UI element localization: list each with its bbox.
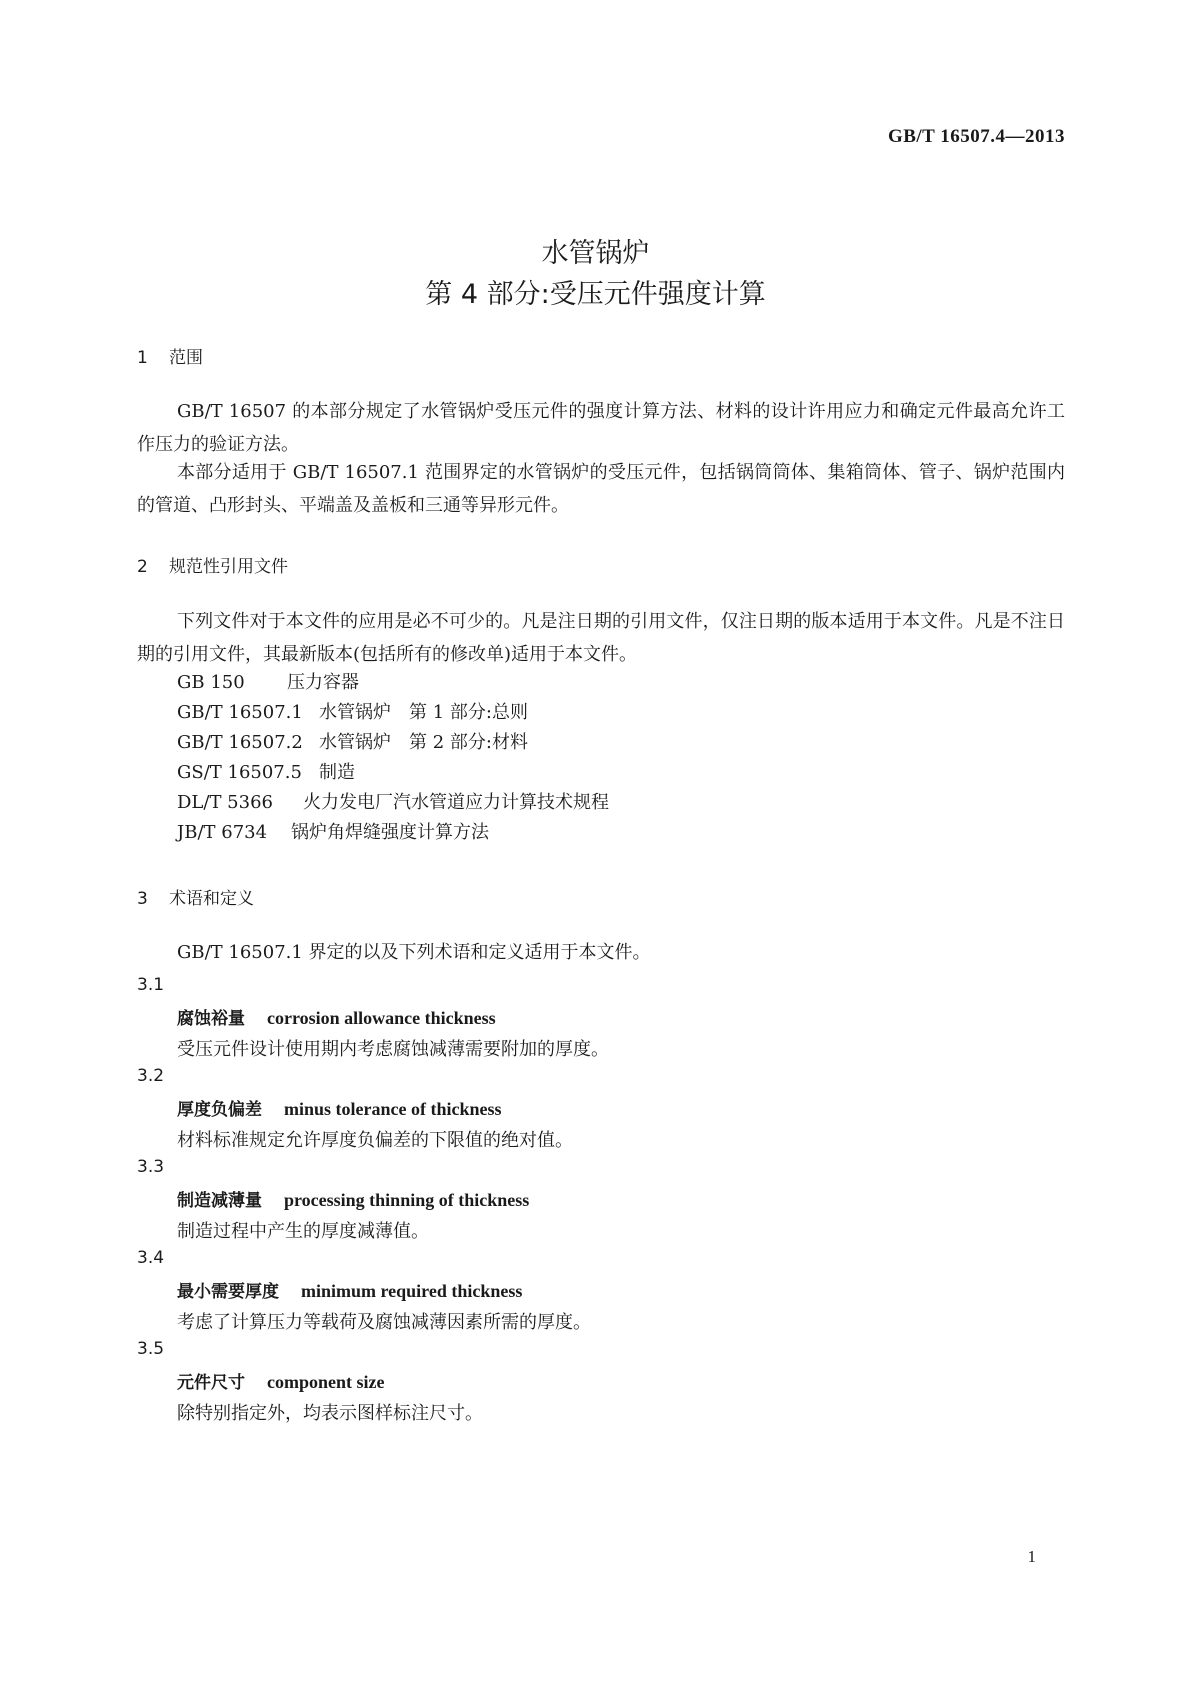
term-name-cn: 最小需要厚度 [177,1282,279,1302]
reference-code: GB/T 16507.2 [177,732,303,753]
term-name [177,1368,384,1393]
term-name [177,1277,522,1302]
term-name-cn: 元件尺寸 [177,1373,245,1393]
term-name-cn: 厚度负偏差 [177,1100,262,1120]
term-definition: 考虑了计算压力等载荷及腐蚀减薄因素所需的厚度。 [177,1312,591,1333]
document-title: 水管锅炉 [541,238,650,269]
paragraph: 本部分适用于 GB/T 16507.1 范围界定的水管锅炉的受压元件，包括锅筒筒体、集箱筒体、管子、锅炉范围内的管道、凸形封头、平端盖及盖板和三通等异形元件。 [137,462,1065,516]
term-name [177,1186,529,1211]
reference-item [177,788,609,818]
section-heading-1 [137,343,203,368]
reference-title: 水管锅炉 第 1 部分:总则 [319,702,528,723]
term-name [177,1095,502,1120]
term-definition: 受压元件设计使用期内考虑腐蚀减薄需要附加的厚度。 [177,1039,609,1060]
section-heading-3 [137,884,254,909]
section-number: 1 [137,348,148,368]
term-name-en: component size [267,1372,385,1392]
paragraph: 下列文件对于本文件的应用是必不可少的。凡是注日期的引用文件，仅注日期的版本适用于本文件。凡是不注日期的引用文件，其最新版本(包括所有的修改单)适用于本文件。 [137,611,1065,665]
section-number: 2 [137,557,148,577]
term-name-en: corrosion allowance thickness [267,1008,496,1028]
reference-code: GS/T 16507.5 [177,762,302,783]
document-subtitle: 第 4 部分:受压元件强度计算 [425,279,766,310]
reference-title: 水管锅炉 第 2 部分:材料 [319,732,528,753]
page-number: 1 [1027,1547,1036,1566]
reference-code: GB 150 [177,672,245,693]
reference-code: GB/T 16507.1 [177,702,303,723]
reference-item [177,728,528,758]
term-name [177,1004,496,1029]
term-definition: 材料标准规定允许厚度负偏差的下限值的绝对值。 [177,1130,573,1151]
term-name-en: minimum required thickness [301,1281,523,1301]
reference-title: 锅炉角焊缝强度计算方法 [291,822,489,843]
reference-item [177,698,528,728]
section-title: 范围 [169,348,203,368]
section-title: 规范性引用文件 [169,557,288,577]
term-definition: 制造过程中产生的厚度减薄值。 [177,1221,429,1242]
term-definition: 除特别指定外，均表示图样标注尺寸。 [177,1403,483,1424]
section-heading-2 [137,552,288,577]
term-number: 3.2 [137,1066,165,1086]
reference-code: DL/T 5366 [177,792,273,813]
term-number: 3.5 [137,1339,165,1359]
term-name-cn: 腐蚀裕量 [177,1009,245,1029]
term-number: 3.4 [137,1248,165,1268]
reference-code: JB/T 6734 [177,822,268,843]
term-name-en: processing thinning of thickness [284,1190,530,1210]
section-title: 术语和定义 [169,889,254,909]
standard-code: GB/T 16507.4—2013 [887,126,1065,147]
reference-title: 火力发电厂汽水管道应力计算技术规程 [303,792,609,813]
paragraph: GB/T 16507.1 界定的以及下列术语和定义适用于本文件。 [177,942,651,963]
term-name-cn: 制造减薄量 [177,1191,262,1211]
reference-item [177,668,359,698]
term-name-en: minus tolerance of thickness [284,1099,502,1119]
paragraph: GB/T 16507 的本部分规定了水管锅炉受压元件的强度计算方法、材料的设计许用应力和确定元件最高允许工作压力的验证方法。 [137,401,1065,455]
reference-item [177,758,355,788]
reference-title: 制造 [319,762,355,783]
term-number: 3.1 [137,975,165,995]
reference-title: 压力容器 [287,672,359,693]
reference-item [177,818,489,848]
section-number: 3 [137,889,148,909]
term-number: 3.3 [137,1157,165,1177]
